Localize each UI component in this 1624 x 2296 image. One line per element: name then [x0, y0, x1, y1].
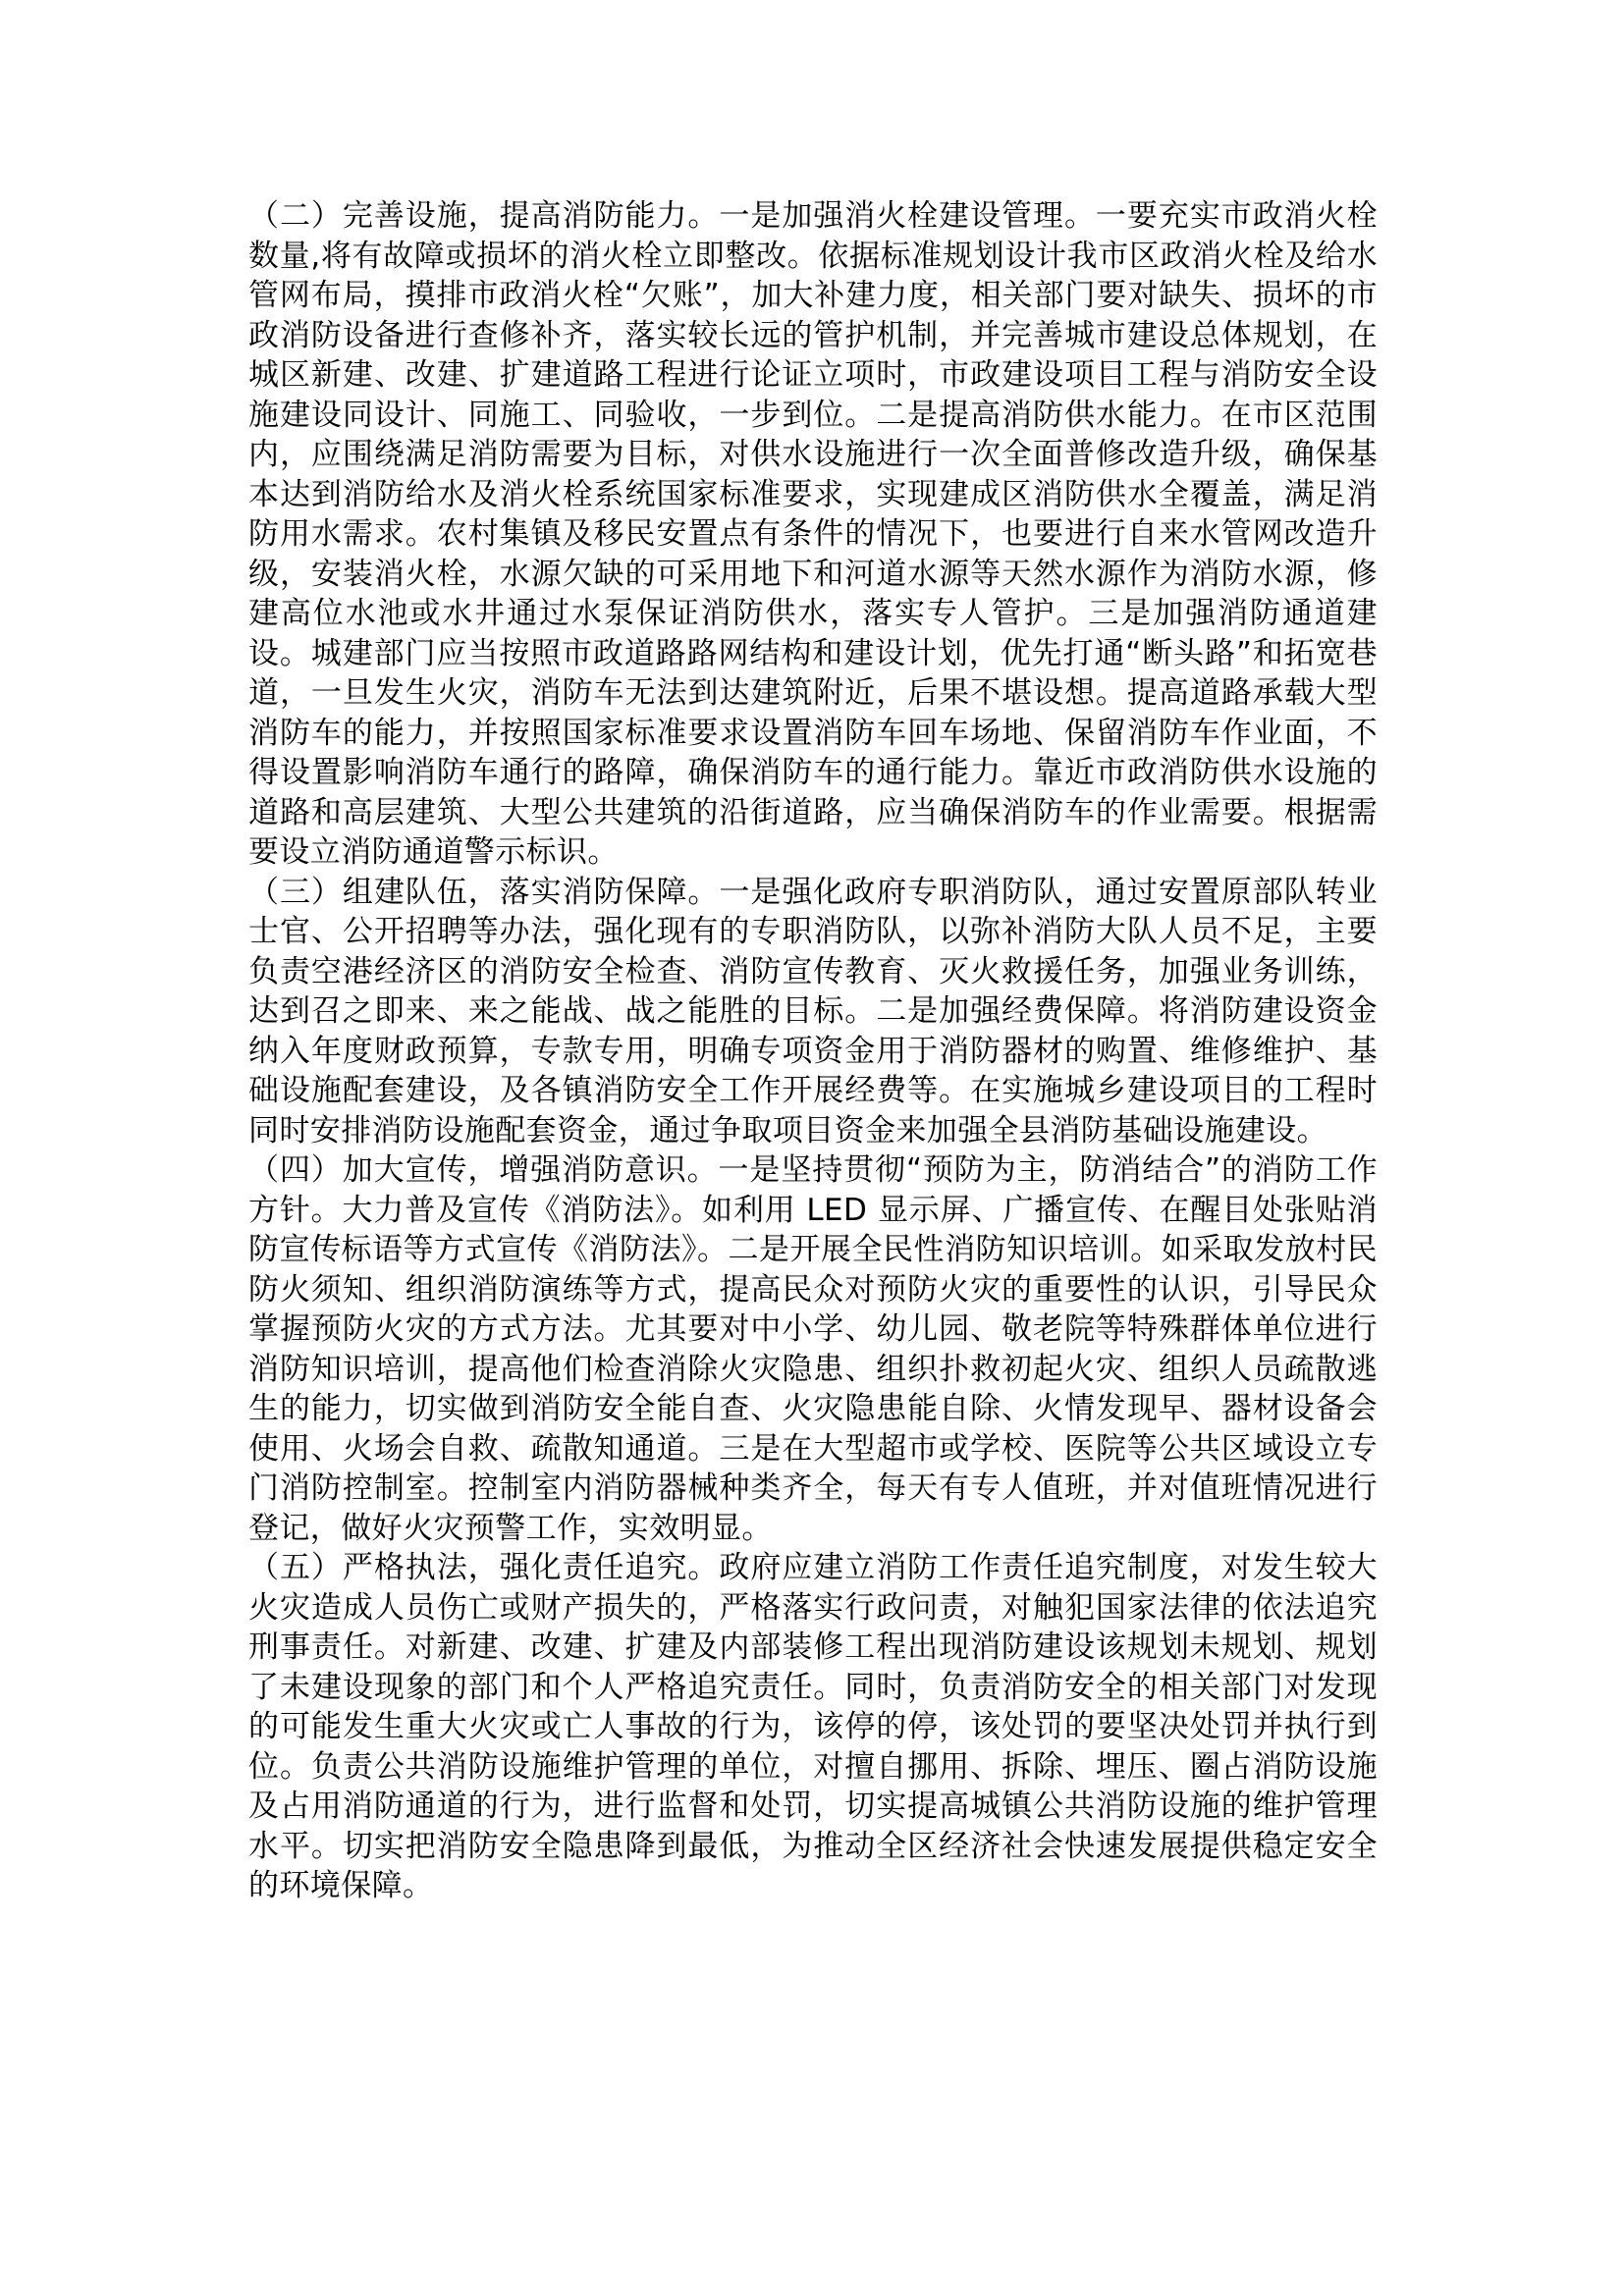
paragraph-publicity: （四）加大宣传，增强消防意识。一是坚持贯彻“预防为主，防消结合”的消防工作方针。大力普及宣传《消防法》。如利用 LED 显示屏、广播宣传、在醒目处张贴消防宣传标语等方式宣传《消防法》。二是开展全民性消防知识培训。如采取发放村民防火须知、组织消防演练等方式，提高民众对预防火灾的重要性的认识，引导民众掌握预防火灾的方式方法。尤其要对中小学、幼儿园、敬老院等特殊群体单位进行消防知识培训，提高他们检查消除火灾隐患、组织扑救初起火灾、组织人员疏散逃生的能力，切实做到消防安全能自查、火灾隐患能自除、火情发现早、器材设备会使用、火场会自救、疏散知通道。三是在大型超市或学校、医院等公共区域设立专门消防控制室。控制室内消防器械种类齐全，每天有专人值班，并对值班情况进行登记，做好火灾预警工作，实效明显。: [248, 1152, 1378, 1546]
paragraph-enforcement: （五）严格执法，强化责任追究。政府应建立消防工作责任追究制度，对发生较大火灾造成人员伤亡或财产损失的，严格落实行政问责，对触犯国家法律的依法追究刑事责任。对新建、改建、扩建及内部装修工程出现消防建设该规划未规划、规划了未建设现象的部门和个人严格追究责任。同时，负责消防安全的相关部门对发现的可能发生重大火灾或亡人事故的行为，该停的停，该处罚的要坚决处罚并执行到位。负责公共消防设施维护管理的单位，对擅自挪用、拆除、埋压、圈占消防设施及占用消防通道的行为，进行监督和处罚，切实提高城镇公共消防设施的维护管理水平。切实把消防安全隐患降到最低，为推动全区经济社会快速发展提供稳定安全的环境保障。: [248, 1550, 1378, 1903]
paragraph-facilities: （二）完善设施，提高消防能力。一是加强消火栓建设管理。一要充实市政消火栓数量,将有故障或损坏的消火栓立即整改。依据标准规划设计我市区政消火栓及给水管网布局，摸排市政消火栓“欠账”，加大补建力度，相关部门要对缺失、损坏的市政消防设备进行查修补齐，落实较长远的管护机制，并完善城市建设总体规划，在城区新建、改建、扩建道路工程进行论证立项时，市政建设项目工程与消防安全设施建设同设计、同施工、同验收，一步到位。二是提高消防供水能力。在市区范围内，应围绕满足消防需要为目标，对供水设施进行一次全面普修改造升级，确保基本达到消防给水及消火栓系统国家标准要求，实现建成区消防供水全覆盖，满足消防用水需求。农村集镇及移民安置点有条件的情况下，也要进行自来水管网改造升级，安装消火栓，水源欠缺的可采用地下和河道水源等天然水源作为消防水源，修建高位水池或水井通过水泵保证消防供水，落实专人管护。三是加强消防通道建设。城建部门应当按照市政道路路网结构和建设计划，优先打通“断头路”和拓宽巷道，一旦发生火灾，消防车无法到达建筑附近，后果不堪设想。提高道路承载大型消防车的能力，并按照国家标准要求设置消防车回车场地、保留消防车作业面，不得设置影响消防车通行的路障，确保消防车的通行能力。靠近市政消防供水设施的道路和高层建筑、大型公共建筑的沿街道路，应当确保消防车的作业需要。根据需要设立消防通道警示标识。: [248, 198, 1378, 870]
document-body: [248, 196, 1378, 1906]
paragraph-team-support: （三）组建队伍，落实消防保障。一是强化政府专职消防队，通过安置原部队转业士官、公开招聘等办法，强化现有的专职消防队，以弥补消防大队人员不足，主要负责空港经济区的消防安全检查、消防宣传教育、灭火救援任务，加强业务训练，达到召之即来、来之能战、战之能胜的目标。二是加强经费保障。将消防建设资金纳入年度财政预算，专款专用，明确专项资金用于消防器材的购置、维修维护、基础设施配套建设，及各镇消防安全工作开展经费等。在实施城乡建设项目的工程时同时安排消防设施配套资金，通过争取项目资金来加强全县消防基础设施建设。: [248, 874, 1378, 1148]
